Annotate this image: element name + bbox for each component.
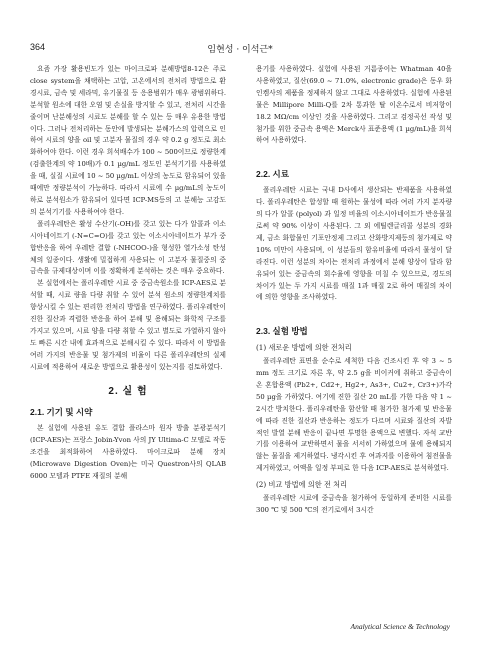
section-gap (256, 147, 452, 161)
subsection-2-3-1-text: 폴리우레탄 표면을 순수로 세척한 다음 건조시킨 후 약 3 ~ 5 mm 정도 크기로 자른 후, 약 2.5 g을 비이커에 취하고 중금속이온 혼합용액 (Pb2+, Cd2+, Hg2+, As3+, Cu2+, Cr3+)가각 50 µg을 가하였다. 여기에 진한 질산 20 mL를 가한 다음 약 1 ~ 2시간 방치한다. 폴리우레탄을 함산할 때 첨가한 첨가제 및 반응물에 따라 진한 질산과 반응하는 정도가 다르며 시료와 질산의 자발적인 발열 분해 반응이 끝나면 투명한 용액으로 변했다. 자석 교반기를 이용하여 교반하면서 물을 서서히 가하였으며 물에 용해되지 않는 물질을 제거하였다. 냉각시킨 후 여과지를 이용하여 침전물을 제거하였고, 여액을 일정 부피로 한 다음 ICP-AES로 분석하였다. (256, 357, 452, 473)
subsection-2-3-1-title: (1) 새로운 방법에 의한 전처리 (256, 343, 352, 353)
section-gap (256, 304, 452, 318)
journal-footer: Analytical Science & Technology (350, 622, 450, 631)
subsection-2-3-title: 2.3. 실험 방법 (256, 326, 308, 337)
subsection-2-3-2-title: (2) 비교 방법에 의한 전 처리 (256, 480, 348, 490)
subsection-2-2-text: 폴리우레탄 시료는 국내 D사에서 생산되는 반제품을 사용하였다. 폴리우레탄은 합성할 때 원하는 물성에 따라 여러 가지 분자량의 다가 알콜 (polyol) 과 일정 비율의 이소시아네이트가 반응물질로써 약 90% 이상이 사용된다. 그 외 에틸렌글리콜 성분의 경화제, 금소 화합물인 기포안정제 그리고 산화방지제등의 첨가제로 약 10% 미만이 사용되며, 이 성분들의 함유비율에 따라서 물성이 달라진다. 이런 성분의 차이는 전처리 과정에서 분해 양상이 달라 함유되어 있는 중금속의 회수율에 영향을 미칠 수 있으므로, 경도의 차이가 있는 두 가지 시료를 매질 1과 매질 2로 하여 매질의 차이에 의한 영향을 조사하였다. (256, 186, 452, 302)
subsection-2-1-title: 2.1. 기기 및 시약 (30, 407, 93, 418)
section-2-title: 2. 실 험 (108, 385, 148, 397)
continued-text: 용기를 사용하였다. 실험에 사용된 거름종이는 Whatman 40을 사용하였고, 질산(69.0 ~ 71.0%, electronic grade)은 동우 화인켐사의 제품을 정제하지 않고 그대로 사용하였다. 실험에 사용된 물은 Millipore Milli-Q를 2차 통과한 탈 이온수로서 비저항이 18.2 MΩ/cm 이상인 것을 사용하였다. 그리고 검정곡선 작성 및 첨가를 위한 중금속 용액은 Merck사 표준용액 (1 µg/mL)을 희석하여 사용하였다. (256, 65, 452, 145)
subsection-2-2-title: 2.2. 시료 (256, 169, 289, 180)
intro-paragraph-2: 폴리우레탄은 활성 수산기(-OH)를 갖고 있는 다가 알콜과 이소시아네이트기 (-N=C=O)를 갖고 있는 이소시아네이트가 부가 중합반응을 하여 우레탄 결합 (-NHCOO-)을 형성한 열가소성 탄성체의 일종이다. 생활에 밀접하게 사용되는 이 고분자 물질중의 중금속을 규제대상이며 이를 정확하게 분석하는 것은 매우 중요하다. (30, 219, 226, 276)
subsection-2-1-text: 본 실험에 사용된 유도 결합 플라스마 원자 방출 분광분석기 (ICP-AES)는 프랑스 Jobin-Yvon 사의 JY Ultima-C 모델로 작동 조건을 최적화하여 사용하였다. 마이크로파 분해 장치 (Microwave Digestion Oven)는 미국 Questron사의 QLAB 6000 모델과 PTFE 재질의 분해 (30, 424, 226, 480)
left-column (30, 64, 226, 483)
intro-paragraph-3: 본 실험에서는 폴리우레탄 시료 중 중금속원소를 ICP-AES로 분석할 때, 시료 량을 다량 취할 수 있어 분석 원소의 정량한계치를 향상시킬 수 있는 편리한 전처리 방법을 연구하였다. 폴리우레탄이 진한 질산과 격렬한 반응을 하여 분해 및 용해되는 화학적 구조를 가지고 있으며, 시료 양을 다량 취할 수 있고 별도로 가열하지 않아도 빠른 시간 내에 효과적으로 분해시킬 수 있다. 따라서 이 방법을 여러 가지의 반응물 및 첨가제의 비율이 다른 폴리우레탄의 실제 시료에 적용하여 새로운 방법으로 활용성이 있는지를 검토하였다. (30, 279, 226, 371)
subsection-2-3-2-text: 폴리우레탄 시료에 중금속을 첨가하여 동일하게 준비한 시료를 300 ℃ 및 500 ℃의 전기로에서 3시간 (256, 494, 452, 514)
page-header (30, 42, 450, 56)
intro-paragraph-1: 요즘 가장 활용빈도가 있는 마이크로파 분해방법8-12은 주로 close system을 채택하는 고압, 고온에서의 전처리 방법으로 환경시료, 금속 및 세라믹, 유기물질 등 응용범위가 매우 광범위하다. 분석할 원소에 대한 오염 및 손실을 방지할 수 있고, 전처리 시간을 줄이며 난분해성의 시료도 분해를 할 수 있는 등 매우 유용한 방법이다. 그러나 전처리하는 동안에 발생되는 분해가스의 압력으로 인하여 시료의 양을 oil 및 고분자 물질의 경우 약 0.2 g 정도로 최소화하여야 한다. 이런 경우 희석배수가 100 ~ 500이므로 정량한계 (검출한계의 약 10배)가 0.1 µg/mL 정도인 분석기기를 사용하였을 때, 실질 시료에 10 ~ 50 µg/mL 이상의 농도로 함유되어 있을 때에만 정량분석이 가능하다. 따라서 시료에 수 µg/mL의 농도이하로 분석원소가 함유되어 있다면 ICP-MS등의 고 분해능 고감도의 분석기기를 사용하여야 한다. (30, 65, 226, 216)
page-number: 364 (30, 42, 46, 52)
running-authors: 임현성 · 이석근* (207, 45, 273, 55)
right-column (256, 64, 452, 517)
